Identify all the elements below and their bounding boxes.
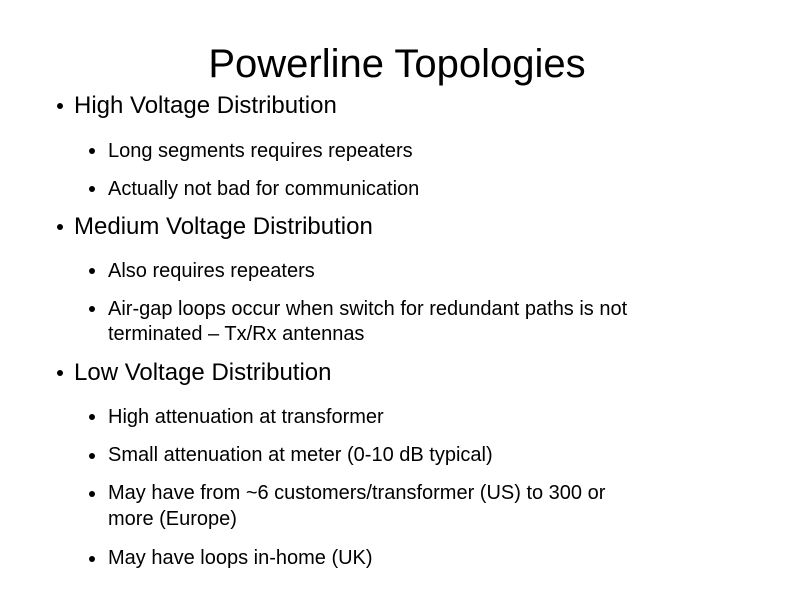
- list-item: May have from ~6 customers/transformer (US) to 300 or: [108, 482, 606, 504]
- bullet-icon: [89, 306, 95, 312]
- bullet-icon: [57, 103, 63, 109]
- list-item: High attenuation at transformer: [108, 406, 384, 428]
- slide-title: Powerline Topologies: [208, 42, 586, 86]
- bullet-icon: [89, 491, 95, 497]
- list-item: Also requires repeaters: [108, 260, 315, 282]
- list-item: Actually not bad for communication: [108, 178, 420, 200]
- list-item-continuation: more (Europe): [108, 508, 237, 530]
- bullet-icon: [89, 414, 95, 420]
- bullet-icon: [57, 370, 63, 376]
- section-heading-medium-voltage: Medium Voltage Distribution: [74, 213, 373, 240]
- bullet-icon: [89, 453, 95, 459]
- bullet-icon: [57, 224, 63, 230]
- list-item: Small attenuation at meter (0-10 dB typical): [108, 444, 493, 466]
- section-heading-low-voltage: Low Voltage Distribution: [74, 359, 332, 386]
- list-item: Long segments requires repeaters: [108, 140, 413, 162]
- bullet-icon: [89, 268, 95, 274]
- list-item-continuation: terminated – Tx/Rx antennas: [108, 323, 365, 345]
- list-item: Air-gap loops occur when switch for redundant paths is not: [108, 298, 628, 320]
- section-heading-high-voltage: High Voltage Distribution: [74, 92, 337, 119]
- bullet-icon: [89, 148, 95, 154]
- bullet-icon: [89, 556, 95, 562]
- list-item: May have loops in-home (UK): [108, 547, 373, 569]
- bullet-icon: [89, 186, 95, 192]
